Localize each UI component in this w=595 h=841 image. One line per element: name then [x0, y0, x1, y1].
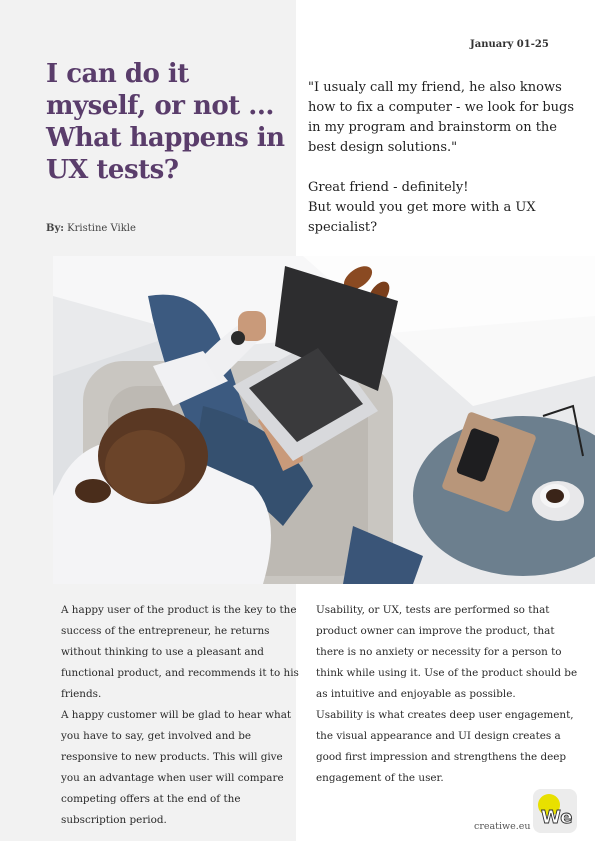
body-paragraph: Usability is what creates deep user engagement, the visual appearance and UI design creates a good first impression and strengthens the deep engagement of the user. — [316, 709, 574, 784]
byline-label: By: — [46, 223, 64, 234]
body-column-right — [316, 600, 578, 789]
logo-text: We — [541, 807, 573, 828]
quote-paragraph: "I usualy call my friend, he also knows how to fix a computer - we look for bugs in my program and brainstorm on the best design solutions." — [308, 80, 575, 155]
article-title: I can do it myself, or not ... What happens in UX tests? — [46, 59, 285, 185]
logo-mark-icon — [533, 789, 577, 833]
hero-photo-illustration — [53, 256, 595, 584]
hero-photo — [53, 256, 595, 584]
creatiwe-logo — [533, 789, 577, 833]
issue-date: January 01-25 — [470, 39, 549, 50]
author-name: Kristine Vikle — [67, 223, 136, 234]
body-paragraph: A happy customer will be glad to hear what you have to say, get involved and be responsive to new products. This will give you an advantage when user will compare competing offers at the end of the subscription period. — [61, 709, 292, 826]
byline — [46, 223, 136, 234]
body-paragraph: Usability, or UX, tests are performed so that product owner can improve the product, that there is no anxiety or necessity for a person to think while using it. Use of the product should be as intuitive and enjoyable as possible. — [316, 604, 578, 700]
website-link[interactable]: creatiwe.eu — [474, 821, 531, 832]
body-column-left — [61, 600, 299, 831]
quote-line-specialist: But would you get more with a UX specialist? — [308, 200, 536, 235]
pull-quote — [308, 78, 586, 238]
quote-line-friend: Great friend - definitely! — [308, 180, 469, 195]
body-paragraph: A happy user of the product is the key to the success of the entrepreneur, he returns without thinking to use a pleasant and functional product, and recommends it to his friends. — [61, 604, 299, 700]
